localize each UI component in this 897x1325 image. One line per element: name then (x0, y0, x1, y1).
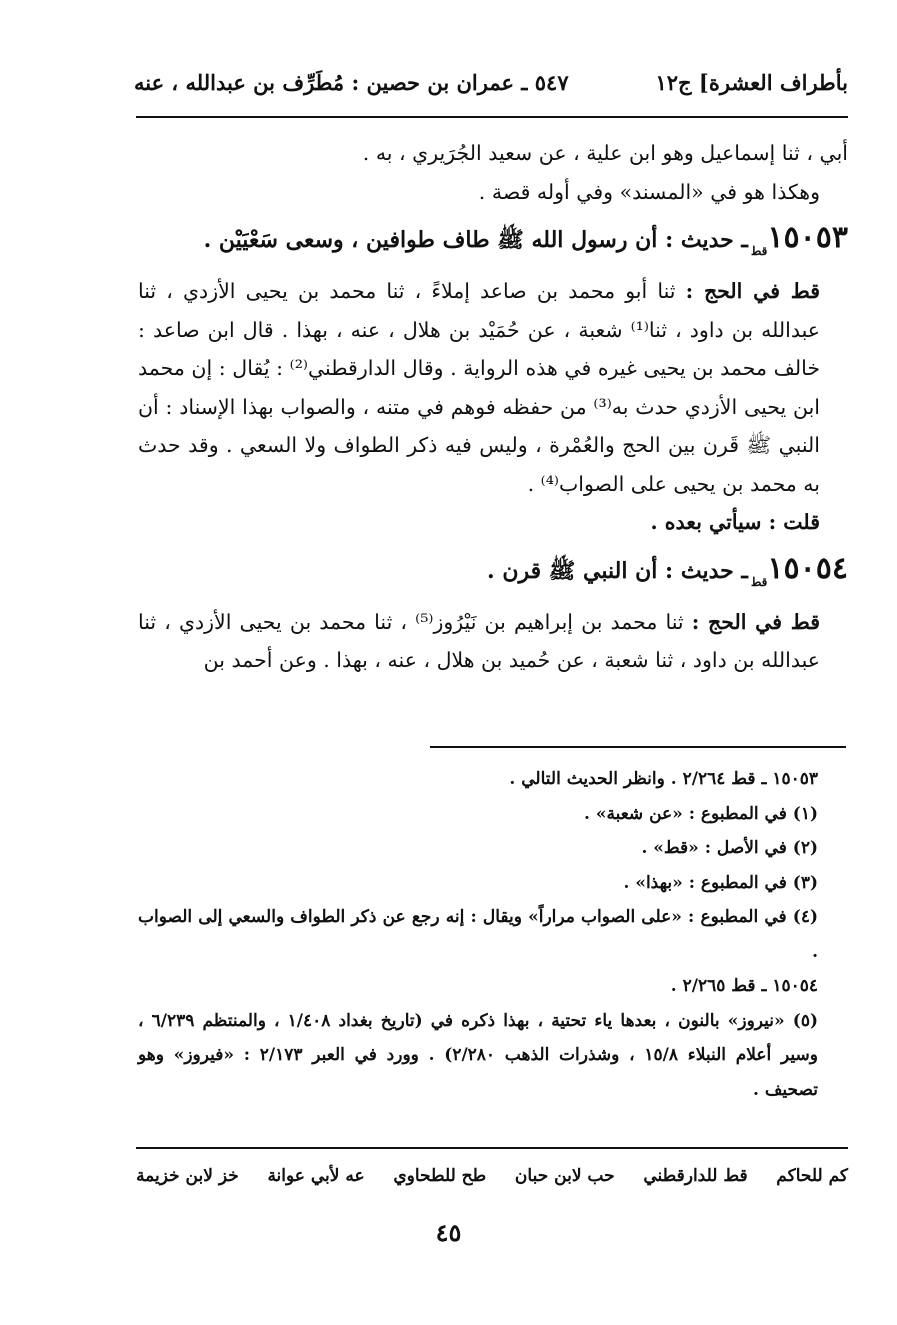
footnotes (138, 762, 846, 1107)
footnote-ref: ١٥٠٥٤ ـ قط ٢/٢٦٥ . (670, 976, 818, 996)
siglum-item: قط للدارقطني (643, 1166, 748, 1186)
entry-source: قط في الحج : (691, 609, 820, 634)
siglum-item: خز لابن خزيمة (136, 1166, 239, 1186)
footnote: (٣) في المطبوع : «بهذا» . (623, 872, 818, 893)
continuation-line: أبي ، ثنا إسماعيل وهو ابن علية ، عن سعيد الجُرَيري ، به . (362, 141, 848, 165)
sigla-rule (136, 1147, 848, 1149)
entry-isnad: ثنا محمد بن إبراهيم بن نَيْرُوز⁽⁵⁾ ، ثنا محمد بن يحيى الأزدي ، ثنا عبدالله بن داود ، ثنا شعبة ، عن حُميد بن هلال ، عنه ، بهذا . وعن أحمد بن (138, 609, 820, 672)
header-section: ٥٤٧ ـ عمران بن حصين : مُطَرِّف بن عبدالله ، عنه (134, 69, 569, 95)
page-number: ٤٥ (435, 1218, 462, 1247)
siglum-item: كم للحاكم (776, 1166, 848, 1186)
entry-siglum: قط (751, 574, 768, 589)
footnote: (٤) في المطبوع : «على الصواب مراراً» ويقال : إنه رجع عن ذكر الطواف والسعي إلى الصواب . (138, 907, 818, 962)
footnote: (٢) في الأصل : «قط» . (641, 838, 818, 858)
entry-heading-15054 (138, 548, 848, 603)
header-rule (136, 116, 848, 118)
footnote: (١) في المطبوع : «عن شعبة» . (584, 803, 818, 824)
footnote-rule (430, 746, 846, 748)
sigla-legend (136, 1166, 848, 1186)
entry-isnad: ثنا أبو محمد بن صاعد إملاءً ، ثنا محمد بن يحيى الأزدي ، ثنا عبدالله بن داود ، ثنا⁽¹⁾ شعبة ، عن حُمَيْد بن هلال ، عنه ، بهذا . قال ابن صاعد : خالف محمد بن يحيى غيره في هذه الرواية . وقال الدارقطني⁽²⁾ : يُقال : إن محمد ابن يحيى الأزدي حدث به⁽³⁾ من حفظه فوهم في متنه ، والصواب بهذا الإسناد : أن النبي ﷺ قَرن بين الحج والعُمْرة ، وليس فيه ذكر الطواف ولا السعي . وقد حدث به محمد بن يحيى على الصواب⁽⁴⁾ . (138, 279, 820, 496)
entry-text-15053 (138, 272, 848, 503)
entry-remark: قلت : سيأتي بعده . (650, 510, 820, 534)
footnote-ref: ١٥٠٥٣ ـ قط ٢/٢٦٤ . وانظر الحديث التالي . (509, 769, 818, 789)
entry-siglum: قط (751, 244, 768, 258)
continuation-note: وهكذا هو في «المسند» وفي أوله قصة . (478, 179, 820, 204)
entry-source: قط في الحج : (685, 279, 820, 303)
entry-number: ١٥٠٥٤ (767, 550, 848, 586)
footnote: (٥) «نيروز» بالنون ، بعدها ياء تحتية ، بهذا ذكره في (تاريخ بغداد ١/٤٠٨ ، والمنتظم ٦/٢٣٩ ، وسير أعلام النبلاء ١٥/٨ ، وشذرات الذهب ٢/٢٨٠) . وورد في العبر ٢/١٧٣ : «فيروز» وهو تصحيف . (138, 1010, 819, 1100)
header-volume: بأطراف العشرة] ج١٢ (655, 69, 848, 95)
siglum-item: طح للطحاوي (393, 1166, 487, 1186)
entry-number: ١٥٠٥٣ (767, 220, 848, 255)
entry-heading-15053 (138, 217, 848, 272)
siglum-item: حب لابن حبان (514, 1166, 615, 1186)
running-header (134, 62, 848, 102)
entry-text-15054 (138, 603, 848, 680)
siglum-item: عه لأبي عوانة (267, 1166, 365, 1186)
entry-title: ـ حديث : أن رسول الله ﷺ طاف طوافين ، وسعى سَعْيَيْن . (203, 227, 748, 253)
entry-title: ـ حديث : أن النبي ﷺ قرن . (487, 557, 748, 584)
main-text (138, 134, 848, 680)
